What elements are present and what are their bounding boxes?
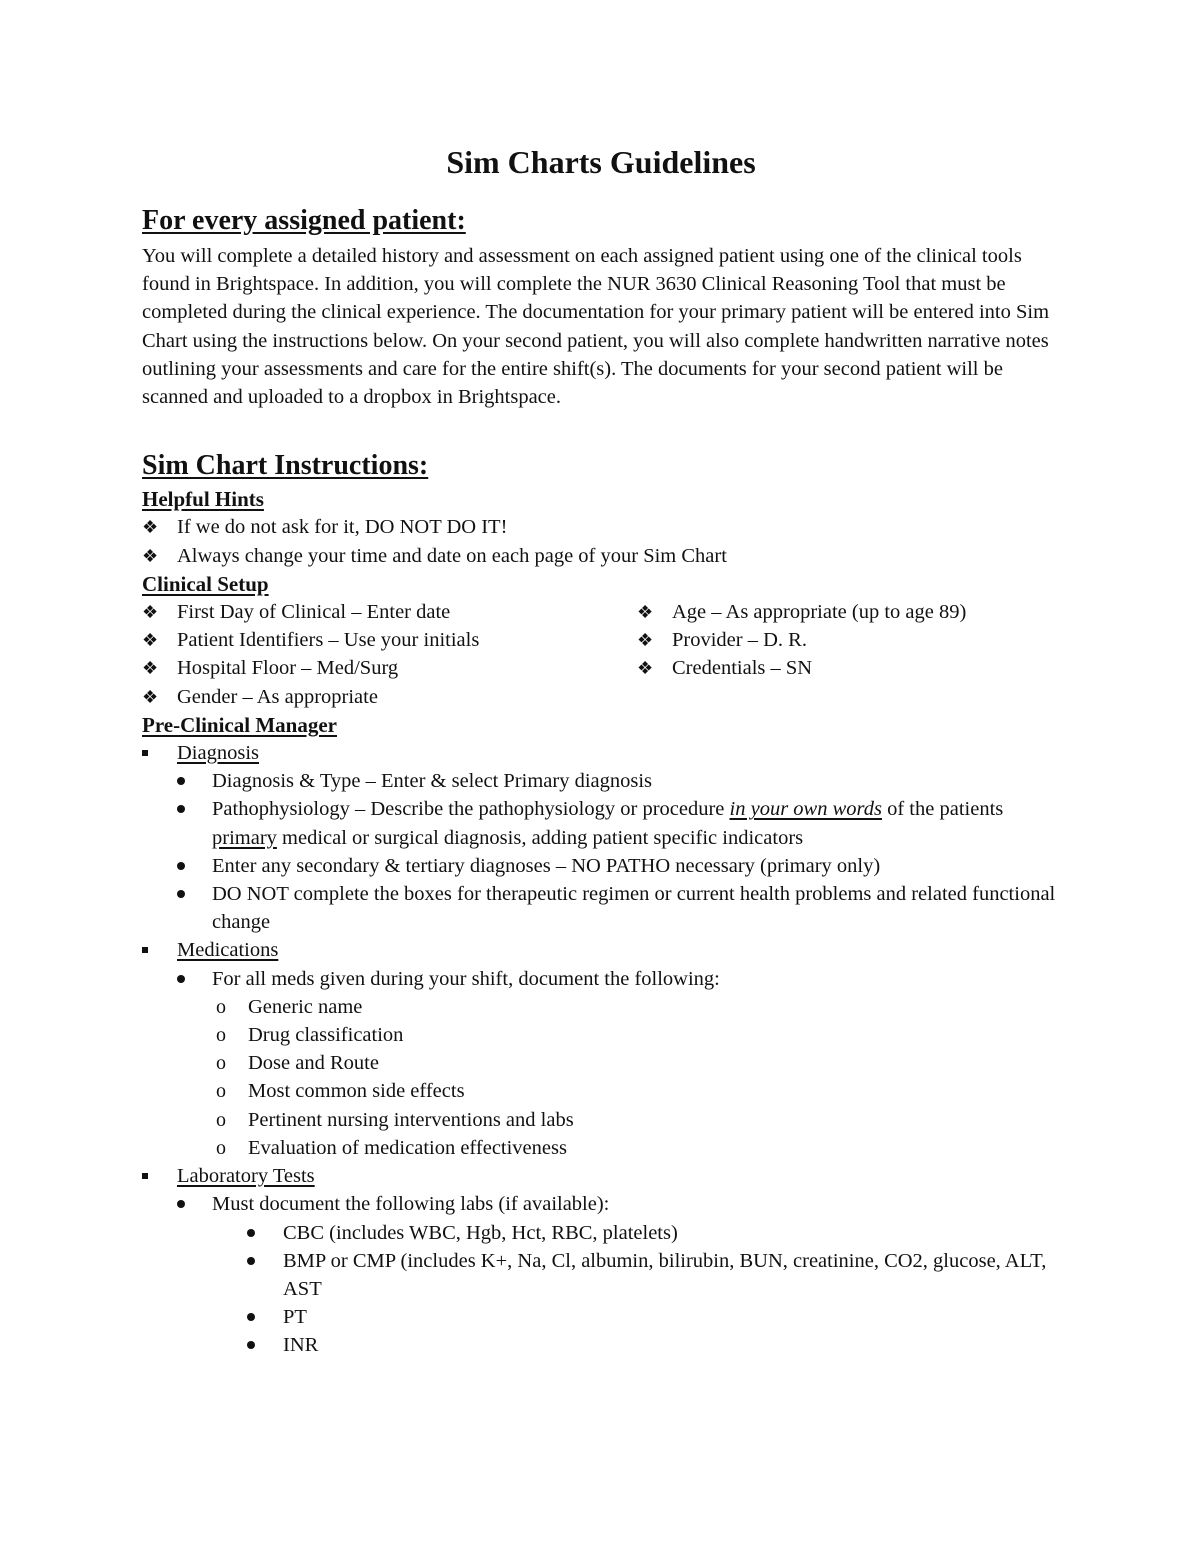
list-item: ❖ Credentials – SN: [637, 654, 1060, 682]
dot-bullet-icon: [177, 777, 185, 785]
list-item: Must document the following labs (if available):: [142, 1190, 1060, 1218]
list-item: o Generic name: [142, 993, 1060, 1021]
dot-bullet-icon: [177, 890, 185, 898]
circle-bullet-icon: o: [216, 1080, 226, 1103]
clinical-setup-heading: Clinical Setup: [142, 571, 269, 596]
dot-bullet-icon: [247, 1229, 255, 1237]
square-bullet-icon: [142, 1173, 148, 1179]
list-item: o Pertinent nursing interventions and labs: [142, 1106, 1060, 1134]
diamond-bullet-icon: ❖: [142, 630, 159, 651]
list-item-diagnosis: Diagnosis: [142, 739, 1060, 767]
list-item: DO NOT complete the boxes for therapeutic regimen or current health problems and related functional change: [142, 880, 1060, 936]
list-item-medications: Medications: [142, 936, 1060, 964]
dot-bullet-icon: [177, 805, 185, 813]
diamond-bullet-icon: ❖: [142, 517, 159, 538]
list-item: Enter any secondary & tertiary diagnoses – NO PATHO necessary (primary only): [142, 852, 1060, 880]
diamond-bullet-icon: ❖: [637, 630, 654, 651]
list-item: ❖ Always change your time and date on each page of your Sim Chart: [142, 542, 1060, 570]
list-item: o Dose and Route: [142, 1049, 1060, 1077]
list-item: Diagnosis & Type – Enter & select Primary diagnosis: [142, 767, 1060, 795]
assigned-patient-paragraph: You will complete a detailed history and assessment on each assigned patient using one of the clinical tools found in Brightspace. In addition, you will complete the NUR 3630 Clinical Reasoning Tool that must be completed during the clinical experience. The documentation for your primary patient will be entered into Sim Chart using the instructions below. On your second patient, you will also complete handwritten narrative notes outlining your assessments and care for the entire shift(s). The documents for your second patient will be scanned and uploaded to a dropbox in Brightspace.: [142, 245, 1050, 409]
circle-bullet-icon: o: [216, 1024, 226, 1047]
section-heading-assigned-patient: For every assigned patient:: [142, 205, 466, 236]
clinical-setup-columns: [142, 598, 1060, 711]
list-item: ❖ Provider – D. R.: [637, 626, 1060, 654]
dot-bullet-icon: [177, 1200, 185, 1208]
list-item: Pathophysiology – Describe the pathophysiology or procedure in your own words of the patients primary medical or surgical diagnosis, adding patient specific indicators: [142, 795, 1060, 851]
list-item: ❖ Patient Identifiers – Use your initials: [142, 626, 637, 654]
list-item: o Evaluation of medication effectiveness: [142, 1134, 1060, 1162]
circle-bullet-icon: o: [216, 1052, 226, 1075]
dot-bullet-icon: [247, 1341, 255, 1349]
list-item: BMP or CMP (includes K+, Na, Cl, albumin, bilirubin, BUN, creatinine, CO2, glucose, ALT, AST: [142, 1247, 1060, 1303]
diamond-bullet-icon: ❖: [142, 545, 159, 566]
list-item: o Drug classification: [142, 1021, 1060, 1049]
list-item: CBC (includes WBC, Hgb, Hct, RBC, platelets): [142, 1219, 1060, 1247]
helpful-hints-heading: Helpful Hints: [142, 487, 264, 512]
list-item: ❖ If we do not ask for it, DO NOT DO IT!: [142, 513, 1060, 541]
list-item: PT: [142, 1303, 1060, 1331]
dot-bullet-icon: [247, 1313, 255, 1321]
dot-bullet-icon: [177, 862, 185, 870]
diamond-bullet-icon: ❖: [637, 602, 654, 623]
list-item: ❖ Age – As appropriate (up to age 89): [637, 598, 1060, 626]
list-item: ❖ Gender – As appropriate: [142, 683, 637, 711]
page-title: Sim Charts Guidelines: [446, 144, 756, 180]
list-item: o Most common side effects: [142, 1077, 1060, 1105]
clinical-setup-right-column: [637, 598, 1060, 711]
list-item: ❖ First Day of Clinical – Enter date: [142, 598, 637, 626]
diamond-bullet-icon: ❖: [637, 658, 654, 679]
diamond-bullet-icon: ❖: [142, 602, 159, 623]
clinical-setup-left-column: [142, 598, 637, 711]
list-item: For all meds given during your shift, document the following:: [142, 965, 1060, 993]
dot-bullet-icon: [247, 1257, 255, 1265]
dot-bullet-icon: [177, 975, 185, 983]
square-bullet-icon: [142, 947, 148, 953]
section-heading-sim-chart-instructions: Sim Chart Instructions:: [142, 450, 429, 482]
circle-bullet-icon: o: [216, 1108, 226, 1131]
circle-bullet-icon: o: [216, 1136, 226, 1159]
list-item: ❖ Hospital Floor – Med/Surg: [142, 654, 637, 682]
square-bullet-icon: [142, 750, 148, 756]
circle-bullet-icon: o: [216, 995, 226, 1018]
list-item: INR: [142, 1331, 1060, 1359]
list-item-laboratory-tests: Laboratory Tests: [142, 1162, 1060, 1190]
diamond-bullet-icon: ❖: [142, 686, 159, 707]
diamond-bullet-icon: ❖: [142, 658, 159, 679]
pre-clinical-manager-heading: Pre-Clinical Manager: [142, 712, 337, 737]
